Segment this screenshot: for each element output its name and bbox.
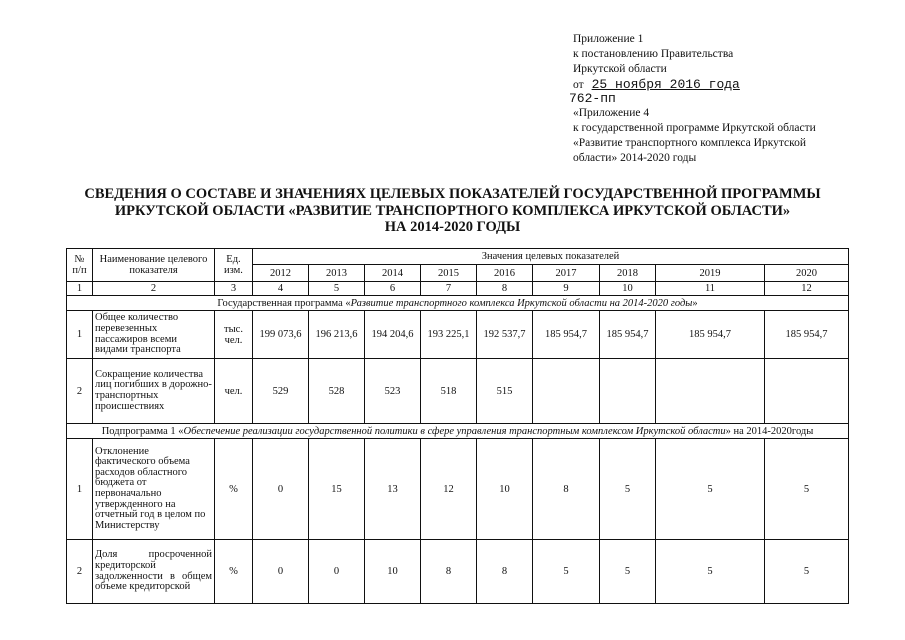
row-value: 0 (253, 439, 309, 540)
row-value: 196 213,6 (309, 311, 365, 359)
row-value: 185 954,7 (656, 311, 765, 359)
resolution-date: 25 ноября 2016 года (591, 77, 740, 92)
table-row (67, 439, 849, 540)
appendix-line: Иркутской области (573, 63, 667, 75)
indicator-name: Отклонение фактического объема расходов областного бюджета от первоначально утвержденного на отчетный год в целом по Министерству (93, 439, 215, 540)
row-unit: тыс. чел. (215, 311, 253, 359)
title-line: НА 2014-2020 ГОДЫ (384, 219, 521, 235)
appendix-block (569, 32, 816, 166)
row-value: 193 225,1 (421, 311, 477, 359)
appendix-line: к постановлению Правительства (573, 48, 734, 60)
row-value: 192 537,7 (477, 311, 533, 359)
year-header: 2013 (309, 265, 365, 282)
year-header: 2012 (253, 265, 309, 282)
row-value: 12 (421, 439, 477, 540)
document-title (0, 186, 905, 236)
year-header: 2015 (421, 265, 477, 282)
section-prefix: Государственная программа « (217, 297, 351, 309)
row-value: 185 954,7 (533, 311, 600, 359)
header-num: № п/п (67, 249, 93, 282)
indicator-name: Сокращение количества лиц погибших в дорожно-транспортных происшествиях (93, 359, 215, 424)
header-name: Наименование целевого показателя (93, 249, 215, 282)
section-prefix: Подпрограмма 1 « (101, 425, 184, 437)
year-header: 2017 (533, 265, 600, 282)
row-value: 528 (309, 359, 365, 424)
row-value: 5 (656, 439, 765, 540)
row-value: 199 073,6 (253, 311, 309, 359)
col-number: 8 (477, 282, 533, 296)
subprogram-name: Обеспечение реализации государственной политики в сфере управления транспортным комплексом Иркутской области (183, 425, 726, 437)
section-suffix: » на 2014-2020годы (725, 425, 814, 437)
section-title (67, 424, 849, 439)
row-unit: % (215, 540, 253, 604)
resolution-number: 762-пп (569, 91, 616, 106)
row-unit: % (215, 439, 253, 540)
section-row-program (67, 296, 849, 311)
header-values-group: Значения целевых показателей (253, 249, 849, 265)
year-header: 2018 (600, 265, 656, 282)
row-unit: чел. (215, 359, 253, 424)
indicator-name: Общее количество перевезенных пассажиров всеми видами транспорта (93, 311, 215, 359)
row-value: 5 (600, 540, 656, 604)
section-suffix: » (692, 297, 698, 309)
row-value: 8 (477, 540, 533, 604)
col-number: 6 (365, 282, 421, 296)
row-num: 1 (67, 439, 93, 540)
col-number: 9 (533, 282, 600, 296)
row-value: 5 (533, 540, 600, 604)
indicator-name: Доля просроченной кредиторской задолженности в общем объеме кредиторской (93, 540, 215, 604)
col-number: 2 (93, 282, 215, 296)
appendix-line: к государственной программе Иркутской области (573, 122, 816, 134)
year-header: 2020 (765, 265, 849, 282)
row-value: 10 (477, 439, 533, 540)
col-number: 4 (253, 282, 309, 296)
title-line: СВЕДЕНИЯ О СОСТАВЕ И ЗНАЧЕНИЯХ ЦЕЛЕВЫХ ПОКАЗАТЕЛЕЙ ГОСУДАРСТВЕННОЙ ПРОГРАММЫ (84, 186, 821, 202)
row-value: 5 (765, 439, 849, 540)
col-number: 10 (600, 282, 656, 296)
row-value: 523 (365, 359, 421, 424)
row-value: 5 (765, 540, 849, 604)
row-value: 13 (365, 439, 421, 540)
row-value: 529 (253, 359, 309, 424)
row-value: 515 (477, 359, 533, 424)
row-value (533, 359, 600, 424)
section-row-subprogram (67, 424, 849, 439)
row-value: 0 (309, 540, 365, 604)
col-number: 12 (765, 282, 849, 296)
date-prefix: от (573, 79, 584, 91)
appendix-line: области» 2014-2020 годы (573, 152, 697, 164)
table-row (67, 359, 849, 424)
row-value: 5 (600, 439, 656, 540)
row-value: 518 (421, 359, 477, 424)
year-header: 2014 (365, 265, 421, 282)
row-value: 5 (656, 540, 765, 604)
row-num: 1 (67, 311, 93, 359)
year-header: 2019 (656, 265, 765, 282)
appendix-line: Приложение 1 (573, 33, 644, 45)
row-num: 2 (67, 540, 93, 604)
row-value: 194 204,6 (365, 311, 421, 359)
appendix-line: «Развитие транспортного комплекса Иркутской (573, 137, 807, 149)
row-value (600, 359, 656, 424)
column-numbers-row (67, 282, 849, 296)
col-number: 1 (67, 282, 93, 296)
row-value: 10 (365, 540, 421, 604)
row-value: 8 (533, 439, 600, 540)
row-value (765, 359, 849, 424)
indicators-table (66, 248, 849, 604)
row-value: 185 954,7 (765, 311, 849, 359)
row-value: 8 (421, 540, 477, 604)
row-value (656, 359, 765, 424)
row-value: 15 (309, 439, 365, 540)
col-number: 11 (656, 282, 765, 296)
appendix-line: «Приложение 4 (573, 107, 650, 119)
title-line: ИРКУТСКОЙ ОБЛАСТИ «РАЗВИТИЕ ТРАНСПОРТНОГО КОМПЛЕКСА ИРКУТСКОЙ ОБЛАСТИ» (114, 202, 791, 219)
col-number: 7 (421, 282, 477, 296)
header-unit: Ед. изм. (215, 249, 253, 282)
col-number: 5 (309, 282, 365, 296)
table-row (67, 540, 849, 604)
col-number: 3 (215, 282, 253, 296)
program-name: Развитие транспортного комплекса Иркутской области на 2014-2020 годы (350, 297, 693, 309)
table-row (67, 311, 849, 359)
year-header: 2016 (477, 265, 533, 282)
section-title (67, 296, 849, 311)
row-num: 2 (67, 359, 93, 424)
row-value: 185 954,7 (600, 311, 656, 359)
row-value: 0 (253, 540, 309, 604)
